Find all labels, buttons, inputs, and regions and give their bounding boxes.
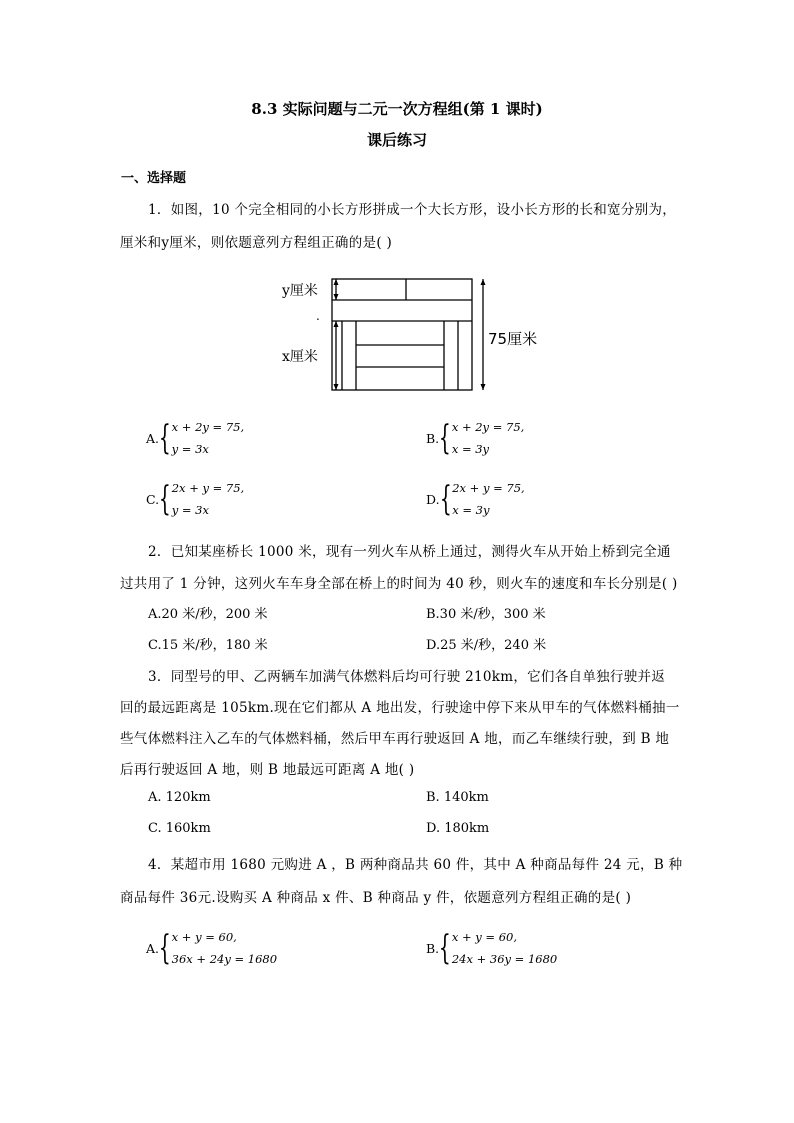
q3-line2: 回的最远距离是 105km.现在它们都从 A 地出发，行驶途中停下来从甲车的气体燃料桶抽一 bbox=[120, 700, 680, 716]
q3-option-d[interactable]: D. 180km bbox=[426, 821, 490, 836]
big-rectangle bbox=[332, 279, 472, 390]
fig-x-label: x厘米 bbox=[282, 349, 318, 365]
q1-option-d[interactable]: D. { 2x + y = 75, x = 3y bbox=[426, 479, 525, 519]
q3-option-b[interactable]: B. 140km bbox=[426, 790, 489, 805]
q2-option-c[interactable]: C.15 米/秒，180 米 bbox=[148, 638, 268, 653]
fig-y-label: y厘米 bbox=[282, 283, 318, 299]
page-subtitle: 课后练习 bbox=[366, 131, 427, 149]
q2-line2: 过共用了 1 分钟，这列火车车身全部在桥上的时间为 40 秒，则火车的速度和车长分别是( ) bbox=[120, 576, 678, 592]
q3-option-c[interactable]: C. 160km bbox=[148, 821, 211, 836]
fig-height-label: 75厘米 bbox=[488, 330, 538, 348]
q2-line1: 2．已知某座桥长 1000 米，现有一列火车从桥上通过，测得火车从开始上桥到完全通 bbox=[148, 544, 671, 560]
q1-line1: 1．如图，10 个完全相同的小长方形拼成一个大长方形，设小长方形的长和宽分别为， bbox=[148, 202, 677, 218]
q1-line2: 厘米和y厘米，则依题意列方程组正确的是( ) bbox=[120, 235, 393, 251]
q4-line2: 商品每件 36元.设购买 A 种商品 x 件、B 种商品 y 件，依题意列方程组正确的是( ) bbox=[120, 890, 632, 906]
q4-option-a[interactable]: A. { x + y = 60, 36x + 24y = 1680 bbox=[146, 928, 278, 968]
q4-option-b[interactable]: B. { x + y = 60, 24x + 36y = 1680 bbox=[426, 928, 558, 968]
q4-line1: 4．某超市用 1680 元购进 A ，B 两种商品共 60 件，其中 A 种商品每件 24 元，B 种 bbox=[148, 857, 683, 873]
q3-line3: 些气体燃料注入乙车的气体燃料桶，然后甲车再行驶返回 A 地，而乙车继续行驶，到 B 地 bbox=[120, 731, 670, 747]
q1-option-b[interactable]: B. { x + 2y = 75, x = 3y bbox=[426, 418, 525, 458]
section-heading: 一、选择题 bbox=[121, 171, 187, 186]
q3-option-a[interactable]: A. 120km bbox=[148, 790, 211, 805]
q1-option-a[interactable]: A. { x + 2y = 75, y = 3x bbox=[146, 418, 245, 458]
q1-option-c[interactable]: C. { 2x + y = 75, y = 3x bbox=[146, 479, 245, 519]
page-title: 8.3 实际问题与二元一次方程组(第 1 课时) bbox=[251, 100, 543, 118]
q2-option-b[interactable]: B.30 米/秒，300 米 bbox=[426, 607, 546, 622]
q1-figure bbox=[276, 270, 546, 396]
q3-line4: 后再行驶返回 A 地，则 B 地最远可距离 A 地( ) bbox=[120, 762, 415, 778]
q2-option-a[interactable]: A.20 米/秒，200 米 bbox=[148, 607, 268, 622]
q3-line1: 3．同型号的甲、乙两辆车加满气体燃料后均可行驶 210km，它们各自单独行驶并返 bbox=[148, 669, 666, 685]
q2-option-d[interactable]: D.25 米/秒，240 米 bbox=[426, 638, 547, 653]
fig-dot: . bbox=[316, 309, 320, 323]
